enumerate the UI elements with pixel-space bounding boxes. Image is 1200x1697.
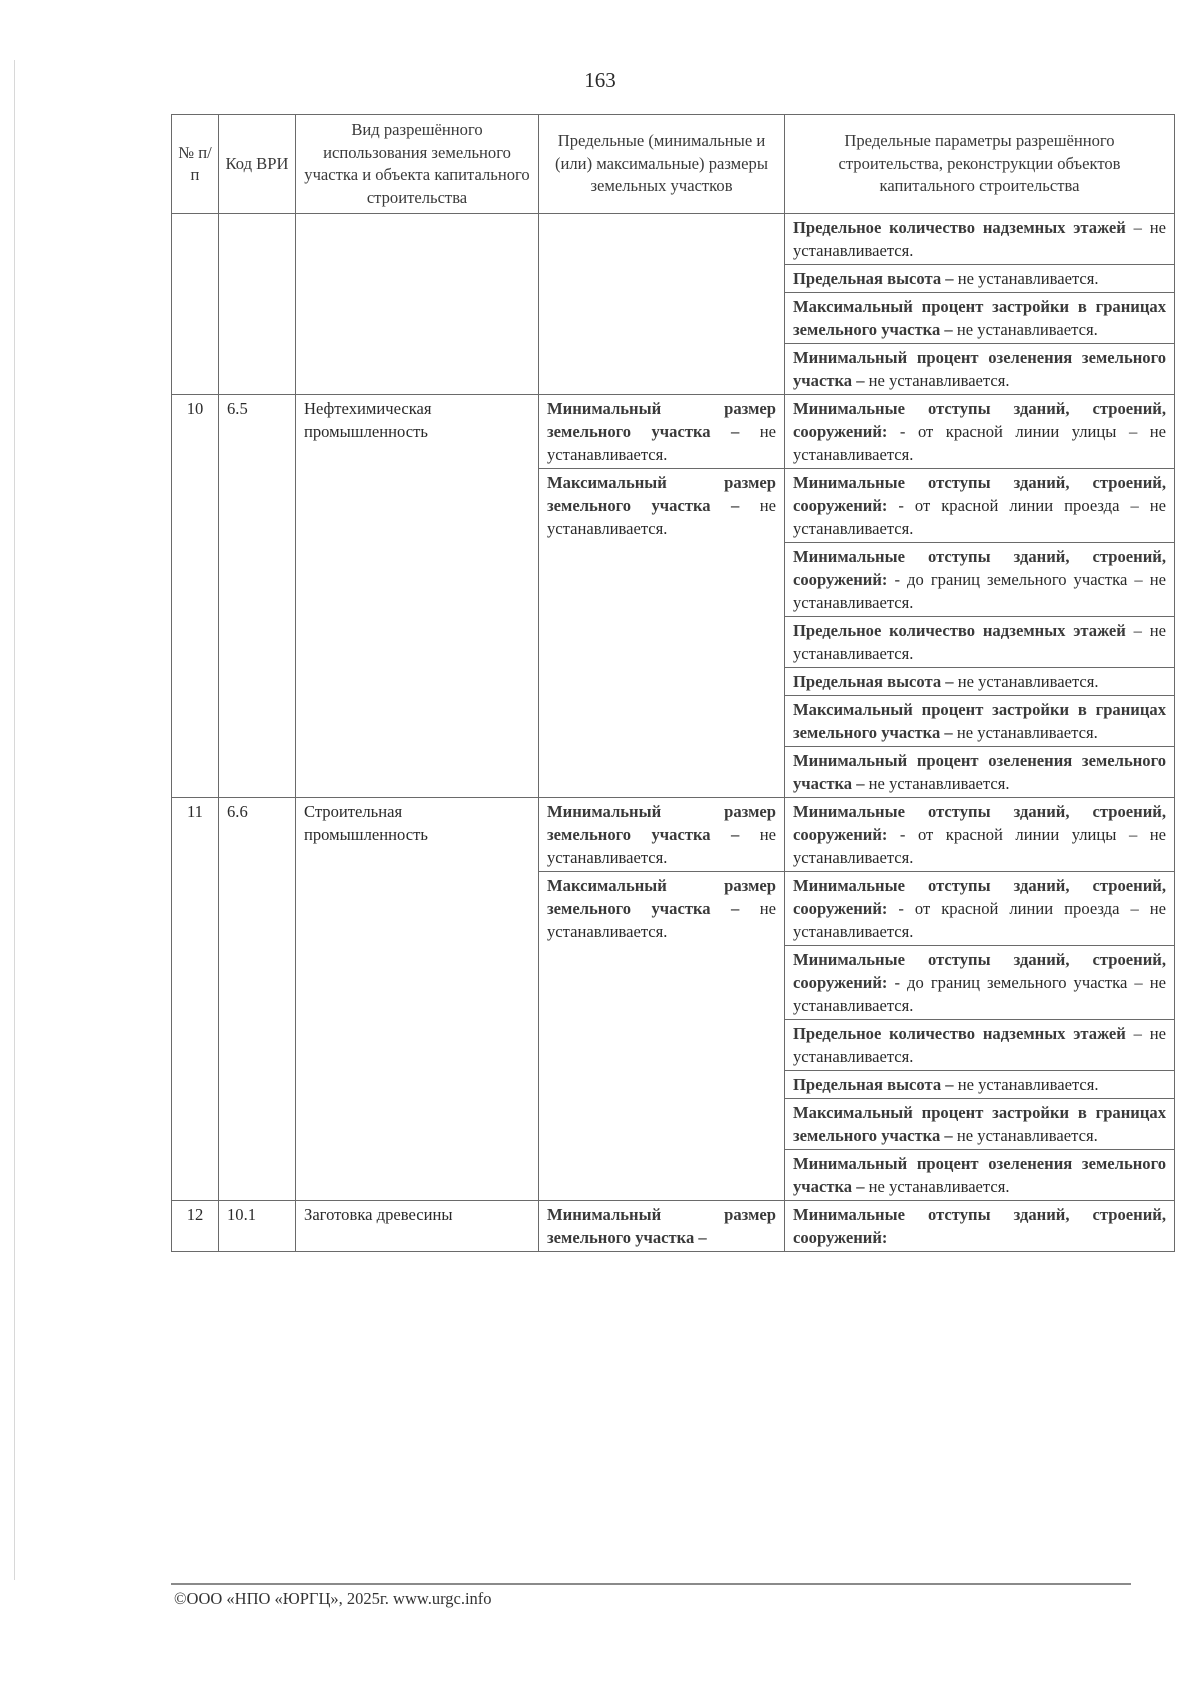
- table-row: [172, 395, 1175, 469]
- param-cell: [785, 543, 1175, 617]
- cell-normal-text: – не устанавливается.: [793, 1024, 1166, 1066]
- param-cell: [785, 872, 1175, 946]
- cont-code-cell: [219, 214, 296, 395]
- param-cell: [785, 293, 1175, 344]
- param-cell: [785, 469, 1175, 543]
- cell-bold-text: Максимальный размер земельного участка –: [547, 876, 776, 918]
- row-use-type: Строительная промышленность: [296, 798, 539, 1201]
- header-params: Предельные параметры разрешённого строительства, реконструкции объектов капитального строительства: [785, 115, 1175, 214]
- cell-bold-text: Минимальные отступы зданий, строений, сооружений:: [793, 547, 1166, 589]
- cell-normal-text: – не устанавливается.: [793, 218, 1166, 260]
- param-cell: [785, 747, 1175, 798]
- cell-bold-text: Минимальный процент озеленения земельного участка –: [793, 751, 1166, 793]
- cell-normal-text: - от красной линии улицы – не устанавливается.: [793, 422, 1166, 464]
- param-cell: [785, 617, 1175, 668]
- param-cell: [785, 798, 1175, 872]
- row-code: 10.1: [219, 1201, 296, 1252]
- table-body: [172, 214, 1175, 1252]
- cell-bold-text: Минимальный размер земельного участка –: [547, 399, 776, 441]
- cell-normal-text: - до границ земельного участка – не устанавливается.: [793, 973, 1166, 1015]
- header-plot: Предельные (минимальные и (или) максимальные) размеры земельных участков: [539, 115, 785, 214]
- cell-normal-text: не устанавливается.: [547, 496, 776, 538]
- cell-bold-text: Предельная высота –: [793, 672, 954, 691]
- cell-bold-text: Предельное количество надземных этажей: [793, 218, 1126, 237]
- cell-bold-text: Максимальный размер земельного участка –: [547, 473, 776, 515]
- table-row: [172, 1201, 1175, 1252]
- cell-bold-text: Минимальные отступы зданий, строений, сооружений:: [793, 473, 1166, 515]
- cell-normal-text: не устанавливается.: [953, 672, 1099, 691]
- cell-normal-text: не устанавливается.: [864, 774, 1010, 793]
- row-code: 6.5: [219, 395, 296, 798]
- regulations-table: [171, 114, 1175, 1252]
- cell-bold-text: Предельное количество надземных этажей: [793, 621, 1126, 640]
- param-cell: [785, 1201, 1175, 1252]
- cell-bold-text: Минимальный размер земельного участка –: [547, 1205, 776, 1247]
- cell-normal-text: не устанавливается.: [864, 371, 1010, 390]
- param-cell: [785, 265, 1175, 293]
- cell-normal-text: не устанавливается.: [547, 825, 776, 867]
- cell-normal-text: – не устанавливается.: [793, 621, 1166, 663]
- cell-normal-text: не устанавливается.: [953, 269, 1099, 288]
- cell-bold-text: Максимальный процент застройки в границах земельного участка –: [793, 1103, 1166, 1145]
- cell-normal-text: не устанавливается.: [547, 422, 776, 464]
- cell-normal-text: не устанавливается.: [953, 1075, 1099, 1094]
- param-cell: [785, 1099, 1175, 1150]
- param-cell: [785, 1150, 1175, 1201]
- plot-max-cell: [539, 469, 785, 798]
- cell-bold-text: Минимальный размер земельного участка –: [547, 802, 776, 844]
- cell-normal-text: - до границ земельного участка – не устанавливается.: [793, 570, 1166, 612]
- footer-copyright: ©ООО «НПО «ЮРГЦ», 2025г. www.urgc.info: [174, 1589, 492, 1608]
- param-cell: [785, 344, 1175, 395]
- cont-use-cell: [296, 214, 539, 395]
- footer-rule: [171, 1583, 1131, 1585]
- plot-min-cell: [539, 395, 785, 469]
- param-cell: [785, 1020, 1175, 1071]
- param-cell: [785, 946, 1175, 1020]
- cell-bold-text: Максимальный процент застройки в границах земельного участка –: [793, 297, 1166, 339]
- row-number: 12: [172, 1201, 219, 1252]
- header-code: Код ВРИ: [219, 115, 296, 214]
- header-use: Вид разрешённого использования земельного участка и объекта капитального строительства: [296, 115, 539, 214]
- param-cell: [785, 395, 1175, 469]
- param-cell: [785, 696, 1175, 747]
- param-cell: [785, 1071, 1175, 1099]
- param-cell: [785, 214, 1175, 265]
- cell-normal-text: - от красной линии проезда – не устанавливается.: [793, 899, 1166, 941]
- plot-min-cell: [539, 1201, 785, 1252]
- cell-bold-text: Минимальные отступы зданий, строений, сооружений:: [793, 950, 1166, 992]
- row-use-type: Заготовка древесины: [296, 1201, 539, 1252]
- cell-bold-text: Максимальный процент застройки в границах земельного участка –: [793, 700, 1166, 742]
- table-row: [172, 798, 1175, 872]
- cell-bold-text: Предельная высота –: [793, 1075, 954, 1094]
- param-cell: [785, 668, 1175, 696]
- cell-normal-text: не устанавливается.: [952, 320, 1098, 339]
- scan-edge-line: [14, 60, 15, 1580]
- cell-bold-text: Минимальные отступы зданий, строений, сооружений:: [793, 802, 1166, 844]
- table-row: [172, 214, 1175, 265]
- cell-bold-text: Минимальные отступы зданий, строений, сооружений:: [793, 399, 1166, 441]
- cell-normal-text: - от красной линии проезда – не устанавливается.: [793, 496, 1166, 538]
- cell-normal-text: не устанавливается.: [864, 1177, 1010, 1196]
- cell-bold-text: Предельная высота –: [793, 269, 954, 288]
- cell-normal-text: - от красной линии улицы – не устанавливается.: [793, 825, 1166, 867]
- table-header-row: [172, 115, 1175, 214]
- page-number: 163: [584, 68, 616, 92]
- plot-min-cell: [539, 798, 785, 872]
- row-code: 6.6: [219, 798, 296, 1201]
- cell-normal-text: не устанавливается.: [952, 723, 1098, 742]
- cell-bold-text: Минимальные отступы зданий, строений, сооружений:: [793, 876, 1166, 918]
- cell-normal-text: не устанавливается.: [547, 899, 776, 941]
- cont-plot-cell: [539, 214, 785, 395]
- row-number: 10: [172, 395, 219, 798]
- cell-bold-text: Предельное количество надземных этажей: [793, 1024, 1126, 1043]
- plot-max-cell: [539, 872, 785, 1201]
- cont-num-cell: [172, 214, 219, 395]
- cell-bold-text: Минимальный процент озеленения земельного участка –: [793, 1154, 1166, 1196]
- cell-normal-text: не устанавливается.: [952, 1126, 1098, 1145]
- row-number: 11: [172, 798, 219, 1201]
- cell-bold-text: Минимальный процент озеленения земельного участка –: [793, 348, 1166, 390]
- cell-bold-text: Минимальные отступы зданий, строений, сооружений:: [793, 1205, 1166, 1247]
- row-use-type: Нефтехимическая промышленность: [296, 395, 539, 798]
- header-num: № п/п: [172, 115, 219, 214]
